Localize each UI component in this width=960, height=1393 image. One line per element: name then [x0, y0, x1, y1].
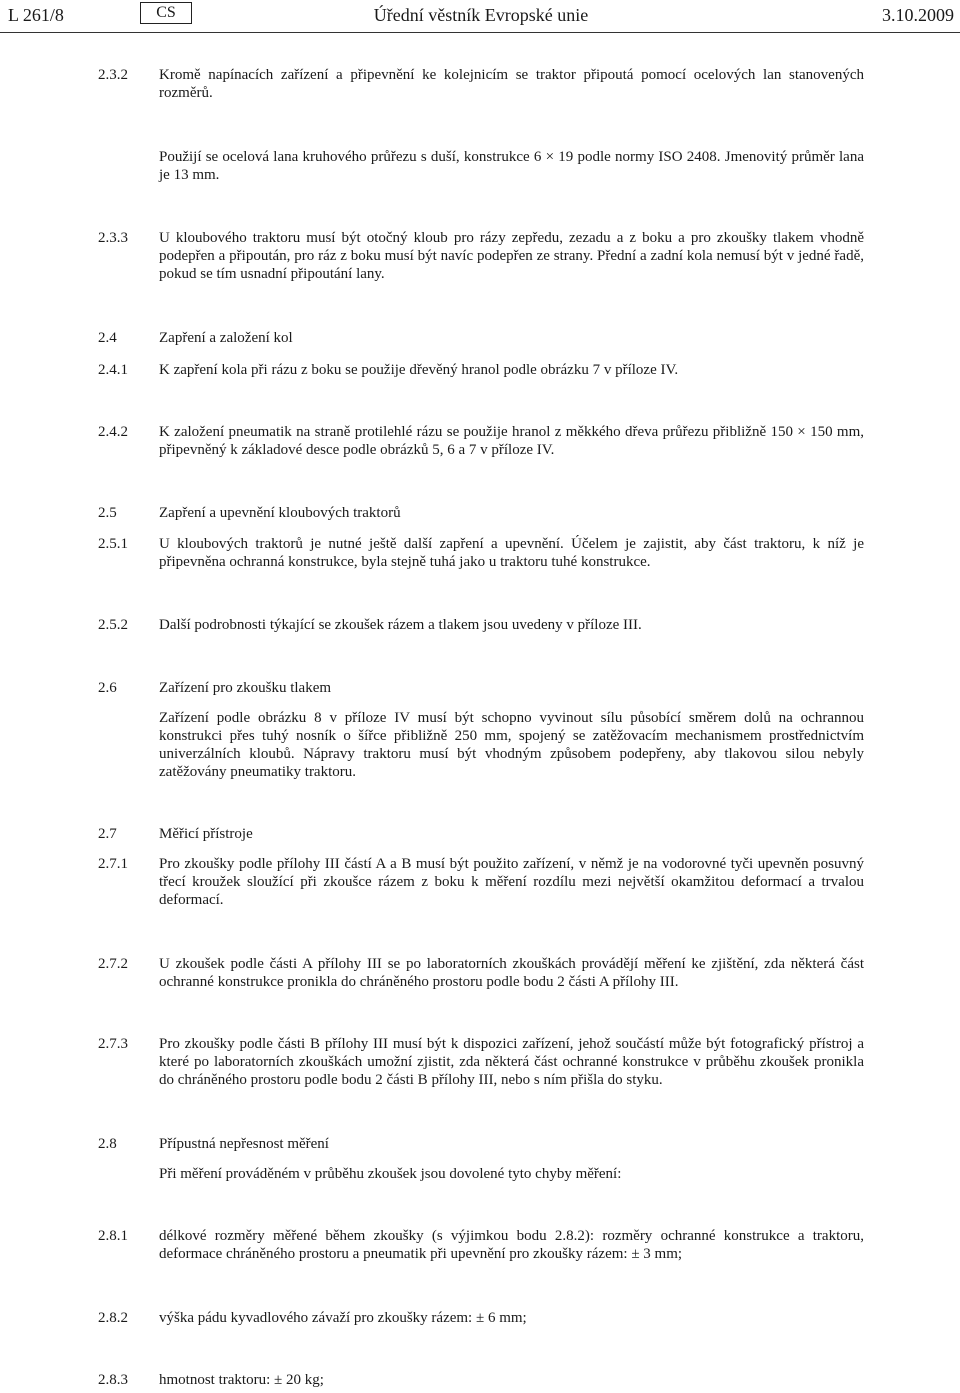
- section-number: 2.8.1: [98, 1228, 128, 1244]
- section-2-5: [98, 504, 864, 522]
- section-number: 2.4.1: [98, 362, 128, 378]
- section-2-3-3: [98, 229, 864, 283]
- section-2-5-2: [98, 616, 864, 634]
- section-2-7: [98, 825, 864, 843]
- section-heading: [159, 679, 864, 697]
- section-text: [159, 229, 864, 283]
- language-badge: CS: [140, 2, 192, 24]
- paragraph: hmotnost traktoru: ± 20 kg;: [159, 1372, 324, 1388]
- heading: Přípustná nepřesnost měření: [159, 1136, 329, 1152]
- section-number: 2.5: [98, 505, 117, 521]
- section-heading: [159, 825, 864, 843]
- section-text: [159, 1165, 864, 1183]
- section-text: [159, 1035, 864, 1089]
- section-2-8-3: [98, 1371, 864, 1389]
- paragraph: U kloubového traktoru musí být otočný kloub pro rázy zepředu, zezadu a z boku a pro zkoušky tlakem vhodně podepřen a připoután, pro ráz z boku musí být navíc podepřen ze strany. Přední a zadní kola nemusí být v jedné řadě, pokud se tím usnadní připoutání lany.: [159, 230, 864, 282]
- section-2-4: [98, 329, 864, 347]
- section-2-7-2: [98, 955, 864, 991]
- section-text: [159, 535, 864, 571]
- section-text: [159, 66, 864, 102]
- paragraph: Kromě napínacích zařízení a připevnění ke kolejnicím se traktor připoutá pomocí ocelových lan stanovených rozměrů.: [159, 67, 864, 101]
- section-number: 2.8.3: [98, 1372, 128, 1388]
- section-number: 2.7: [98, 826, 117, 842]
- heading: Zapření a založení kol: [159, 330, 293, 346]
- header-divider: [0, 32, 960, 33]
- section-number: 2.6: [98, 680, 117, 696]
- paragraph: U zkoušek podle části A přílohy III se po laboratorních zkouškách provádějí měření ke zjištění, zda některá část ochranné konstrukce pronikla do chráněného prostoru podle bodu 2 části A přílohy III.: [159, 956, 864, 990]
- paragraph: Pro zkoušky podle části B přílohy III musí být k dispozici zařízení, jehož součástí může být fotografický přístroj a které po laboratorních zkouškách umožní zjistit, zda některá část ochranné konstrukce v průběhu zkoušek pronikla do chráněného prostoru podle bodu 2 části B přílohy III, nebo s ním přišla do styku.: [159, 1036, 864, 1088]
- paragraph: délkové rozměry měřené během zkoušky (s výjimkou bodu 2.8.2): rozměry ochranné konstrukce a traktoru, deformace chráněného prostoru a pneumatik při upevnění pro zkoušky rázem: ± 3 mm;: [159, 1228, 864, 1262]
- journal-title: Úřední věstník Evropské unie: [373, 5, 589, 25]
- section-2-8-2: [98, 1309, 864, 1327]
- paragraph: K zapření kola při rázu z boku se použije dřevěný hranol podle obrázku 7 v příloze IV.: [159, 362, 679, 378]
- section-number: 2.5.2: [98, 617, 128, 633]
- section-heading: [159, 504, 864, 522]
- page-reference: L 261/8: [8, 5, 64, 25]
- paragraph: Pro zkoušky podle přílohy III částí A a B musí být použito zařízení, v němž je na vodorovné tyči upevněn posuvný třecí kroužek sloužící při zkoušce rázem z boku k měření rozdílu mezi největší okamžitou deformací a trvalou deformací.: [159, 856, 864, 908]
- paragraph: výška pádu kyvadlového závaží pro zkoušky rázem: ± 6 mm;: [159, 1310, 527, 1326]
- paragraph: U kloubových traktorů je nutné ještě další zapření a upevnění. Účelem je zajistit, aby část traktoru, k níž je připevněna ochranná konstrukce, byla stejně tuhá jako u traktoru tuhé konstrukce.: [159, 536, 864, 570]
- section-text: [159, 361, 864, 379]
- section-text: [159, 616, 864, 634]
- section-2-4-1: [98, 361, 864, 379]
- paragraph: Další podrobnosti týkající se zkoušek rázem a tlakem jsou uvedeny v příloze III.: [159, 617, 642, 633]
- section-2-4-2: [98, 423, 864, 459]
- page-header: [8, 4, 954, 26]
- section-text: [159, 1227, 864, 1263]
- section-2-8-1: [98, 1227, 864, 1263]
- paragraph: Při měření prováděném v průběhu zkoušek jsou dovolené tyto chyby měření:: [159, 1166, 622, 1182]
- section-number: 2.3.2: [98, 67, 128, 83]
- publication-date: 3.10.2009: [882, 5, 954, 25]
- section-text: [159, 1371, 864, 1389]
- section-number: 2.7.2: [98, 956, 128, 972]
- section-2-3-2: [98, 66, 864, 102]
- section-number: 2.8.2: [98, 1310, 128, 1326]
- section-text: [159, 955, 864, 991]
- section-number: 2.3.3: [98, 230, 128, 246]
- paragraph-block: [98, 709, 864, 781]
- paragraph: K založení pneumatik na straně protilehlé rázu se použije hranol z měkkého dřeva průřezu přibližně 150 × 150 mm, připevněný k základové desce podle obrázků 5, 6 a 7 v příloze IV.: [159, 424, 864, 458]
- section-2-6: [98, 679, 864, 697]
- heading: Zapření a upevnění kloubových traktorů: [159, 505, 401, 521]
- section-text: [159, 148, 864, 184]
- paragraph: Použijí se ocelová lana kruhového průřezu s duší, konstrukce 6 × 19 podle normy ISO 2408. Jmenovitý průměr lana je 13 mm.: [159, 149, 864, 183]
- section-2-7-1: [98, 855, 864, 909]
- section-2-7-3: [98, 1035, 864, 1089]
- section-2-5-1: [98, 535, 864, 571]
- section-number: 2.7.1: [98, 856, 128, 872]
- section-text: [159, 1309, 864, 1327]
- heading: Měřicí přístroje: [159, 826, 253, 842]
- section-number: 2.4.2: [98, 424, 128, 440]
- section-text: [159, 423, 864, 459]
- section-number: 2.8: [98, 1136, 117, 1152]
- section-heading: [159, 329, 864, 347]
- section-number: 2.7.3: [98, 1036, 128, 1052]
- heading: Zařízení pro zkoušku tlakem: [159, 680, 332, 696]
- section-number: 2.5.1: [98, 536, 128, 552]
- section-number: 2.4: [98, 330, 117, 346]
- section-heading: [159, 1135, 864, 1153]
- paragraph-block: [98, 1165, 864, 1183]
- paragraph: Zařízení podle obrázku 8 v příloze IV musí být schopno vyvinout sílu působící směrem dolů na ochrannou konstrukci přes tuhý nosník o šířce přibližně 250 mm, spojený se zatěžovacím mechanismem prostřednictvím univerzálních kloubů. Nápravy traktoru musí být vhodným způsobem podepřeny, aby tlakovou silou nebyly zatěžovány pneumatiky traktoru.: [159, 710, 864, 780]
- section-2-8: [98, 1135, 864, 1153]
- section-text: [159, 855, 864, 909]
- paragraph-block: [98, 148, 864, 184]
- section-text: [159, 709, 864, 781]
